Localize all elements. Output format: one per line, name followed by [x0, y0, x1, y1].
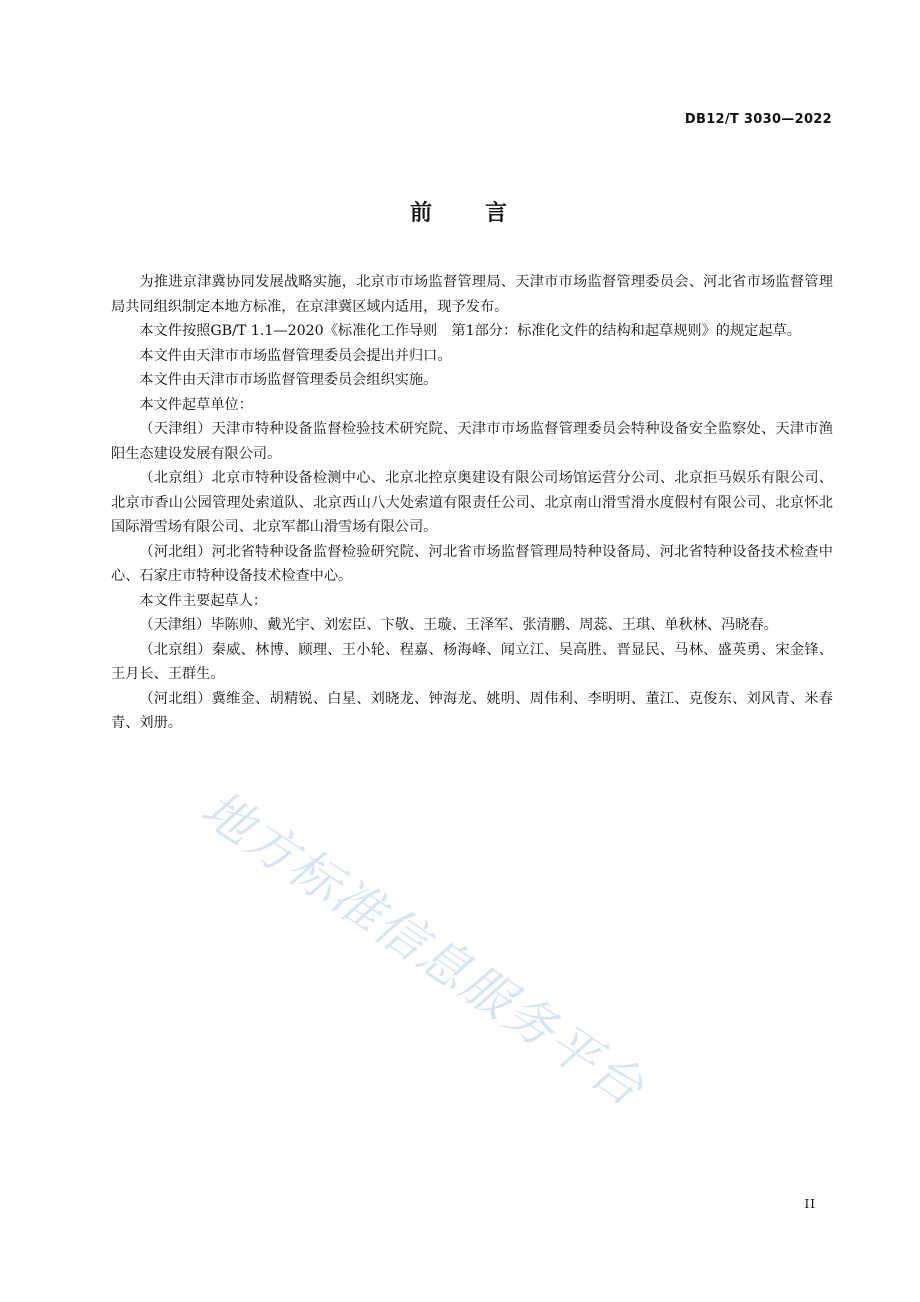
paragraph-drafters-heading: 本文件主要起草人：	[139, 592, 268, 609]
paragraph-beijing-units: （北京组）北京市特种设备检测中心、北京北控京奥建设有限公司场馆运营分公司、北京拒马娱乐有限公司、北京市香山公园管理处索道队、北京西山八大处索道有限责任公司、北京南山滑雪滑水度假村有限公司、北京怀北国际滑雪场有限公司、北京军都山滑雪场有限公司。	[111, 470, 833, 535]
paragraph-beijing-drafters: （北京组）秦威、林博、顾理、王小轮、程嘉、杨海峰、闻立江、吴高胜、晋显民、马林、盛英勇、宋金锋、王月长、王群生。	[111, 641, 833, 682]
paragraph-drafting-rules: 本文件按照GB/T 1.1—2020《标准化工作导则 第1部分：标准化文件的结构和起草规则》的规定起草。	[139, 323, 801, 339]
paragraph-implemented-by: 本文件由天津市市场监督管理委员会组织实施。	[139, 372, 438, 388]
paragraph-drafting-units-heading: 本文件起草单位：	[139, 396, 253, 413]
paragraph-hebei-units: （河北组）河北省特种设备监督检验研究院、河北省市场监督管理局特种设备局、河北省特种设备技术检查中心、石家庄市特种设备技术检查中心。	[111, 543, 833, 584]
page-title	[0, 196, 920, 227]
title-char-1: 前	[409, 201, 435, 226]
paragraph-tianjin-drafters: （天津组）毕陈帅、戴光宇、刘宏臣、卞敬、王璇、王泽军、张清鹏、周蕊、王琪、单秋林、冯晓春。	[139, 617, 778, 633]
page-number: II	[804, 1197, 816, 1211]
watermark: 地方标准信息服务平台	[191, 779, 655, 1118]
paragraph-proposed-by: 本文件由天津市市场监督管理委员会提出并归口。	[139, 347, 452, 364]
paragraph-purpose: 为推进京津冀协同发展战略实施，北京市市场监督管理局、天津市市场监督管理委员会、河北省市场监督管理局共同组织制定本地方标准，在京津冀区域内适用，现予发布。	[111, 274, 833, 315]
title-char-2: 言	[485, 201, 511, 226]
paragraph-hebei-drafters: （河北组）冀维金、胡精锐、白星、刘晓龙、钟海龙、姚明、周伟利、李明明、董江、克俊东、刘风青、米春青、刘册。	[111, 690, 833, 731]
foreword-body	[111, 270, 833, 736]
paragraph-tianjin-units: （天津组）天津市特种设备监督检验技术研究院、天津市市场监督管理委员会特种设备安全监察处、天津市渔阳生态建设发展有限公司。	[111, 421, 833, 462]
document-code: DB12/T 3030—2022	[684, 112, 832, 127]
